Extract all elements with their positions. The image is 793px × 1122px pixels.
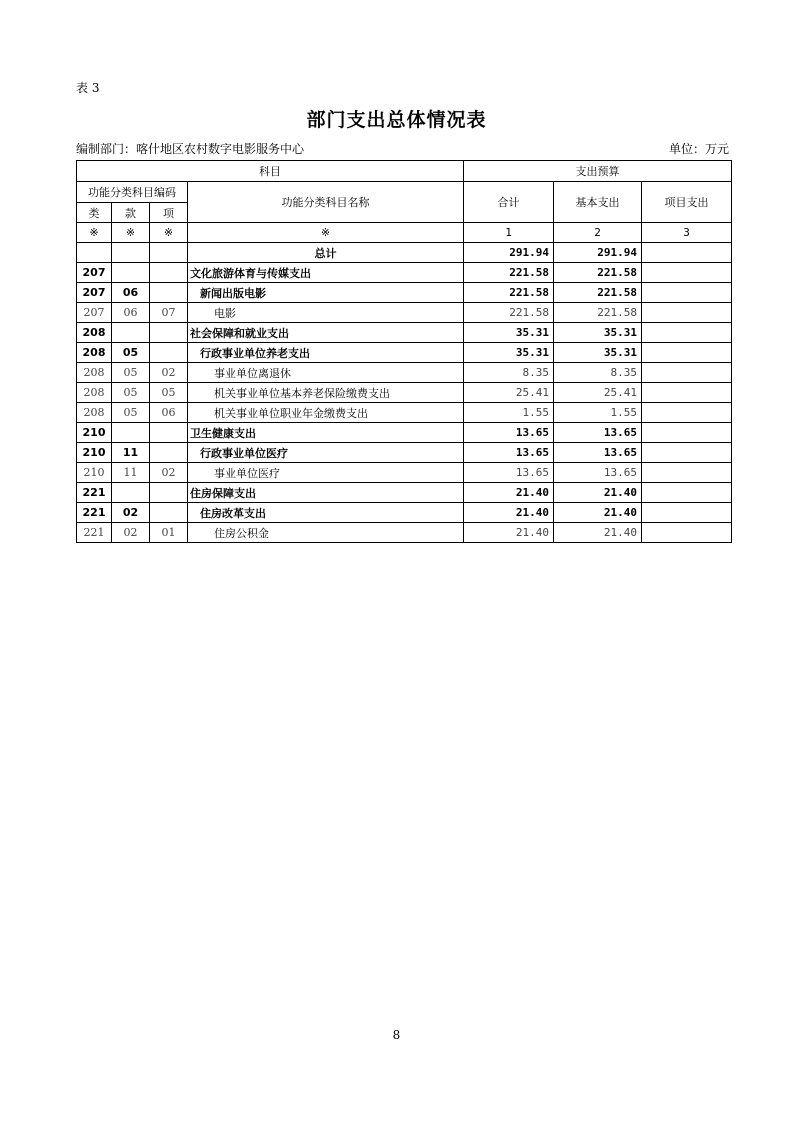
- subject-name-cell: 行政事业单位医疗: [188, 443, 464, 463]
- total-cell: 13.65: [464, 423, 554, 443]
- total-cell: 35.31: [464, 323, 554, 343]
- subject-name-cell: 机关事业单位基本养老保险缴费支出: [188, 383, 464, 403]
- table-number-label: 表 3: [76, 81, 100, 95]
- class-code-cell: 210: [77, 443, 112, 463]
- table-row: [77, 483, 732, 503]
- subject-name-cell: 行政事业单位养老支出: [188, 343, 464, 363]
- subject-name-cell: 事业单位离退休: [188, 363, 464, 383]
- currency-unit: 单位：万元: [668, 142, 729, 156]
- basic-cell: 13.65: [554, 423, 642, 443]
- project-cell: [642, 403, 732, 423]
- basic-cell: 13.65: [554, 463, 642, 483]
- header-budget: 支出预算: [464, 161, 732, 182]
- table-row: [77, 383, 732, 403]
- item-code-cell: [150, 503, 188, 523]
- class-code-cell: 207: [77, 263, 112, 283]
- table-row: [77, 323, 732, 343]
- subject-name-cell: 事业单位医疗: [188, 463, 464, 483]
- table-row: [77, 263, 732, 283]
- section-code-cell: [112, 263, 150, 283]
- subject-name-cell: 住房保障支出: [188, 483, 464, 503]
- basic-cell: 8.35: [554, 363, 642, 383]
- total-cell: 21.40: [464, 503, 554, 523]
- class-code-cell: 208: [77, 323, 112, 343]
- item-code-cell: [150, 263, 188, 283]
- column-index-2: 2: [554, 223, 642, 243]
- section-code-cell: [112, 323, 150, 343]
- project-cell: [642, 483, 732, 503]
- item-code-cell: 06: [150, 403, 188, 423]
- table-row: [77, 343, 732, 363]
- project-cell: [642, 343, 732, 363]
- section-code-cell: 05: [112, 403, 150, 423]
- total-cell: 221.58: [464, 283, 554, 303]
- item-code-cell: [150, 423, 188, 443]
- section-code-cell: 11: [112, 443, 150, 463]
- basic-cell: 21.40: [554, 503, 642, 523]
- mark-cell: ※: [112, 223, 150, 243]
- project-cell: [642, 303, 732, 323]
- total-cell: 8.35: [464, 363, 554, 383]
- basic-cell: 221.58: [554, 263, 642, 283]
- project-cell: [642, 463, 732, 483]
- subject-name-cell: 住房公积金: [188, 523, 464, 543]
- item-code-cell: [150, 243, 188, 263]
- document-title: 部门支出总体情况表: [306, 109, 487, 131]
- section-code-cell: 06: [112, 283, 150, 303]
- table-row: [77, 363, 732, 383]
- section-code-cell: 02: [112, 503, 150, 523]
- table-row: [77, 443, 732, 463]
- project-cell: [642, 523, 732, 543]
- subject-name-cell: 新闻出版电影: [188, 283, 464, 303]
- header-row-1: [77, 161, 732, 182]
- class-code-cell: 221: [77, 503, 112, 523]
- project-cell: [642, 363, 732, 383]
- basic-cell: 1.55: [554, 403, 642, 423]
- basic-cell: 25.41: [554, 383, 642, 403]
- subject-name-cell: 总计: [188, 243, 464, 263]
- total-cell: 1.55: [464, 403, 554, 423]
- item-code-cell: [150, 283, 188, 303]
- header-name: 功能分类科目名称: [188, 182, 464, 223]
- section-code-cell: [112, 483, 150, 503]
- class-code-cell: 208: [77, 343, 112, 363]
- class-code-cell: 207: [77, 283, 112, 303]
- column-index-3: 3: [642, 223, 732, 243]
- class-code-cell: 210: [77, 463, 112, 483]
- subject-name-cell: 社会保障和就业支出: [188, 323, 464, 343]
- class-code-cell: 210: [77, 423, 112, 443]
- total-cell: 291.94: [464, 243, 554, 263]
- header-row-index: [77, 223, 732, 243]
- total-cell: 13.65: [464, 443, 554, 463]
- header-row-2: [77, 182, 732, 203]
- section-code-cell: [112, 423, 150, 443]
- class-code-cell: 207: [77, 303, 112, 323]
- subject-name-cell: 文化旅游体育与传媒支出: [188, 263, 464, 283]
- basic-cell: 291.94: [554, 243, 642, 263]
- section-code-cell: [112, 243, 150, 263]
- class-code-cell: 208: [77, 383, 112, 403]
- basic-cell: 13.65: [554, 443, 642, 463]
- item-code-cell: [150, 343, 188, 363]
- project-cell: [642, 263, 732, 283]
- basic-cell: 221.58: [554, 303, 642, 323]
- item-code-cell: 02: [150, 463, 188, 483]
- project-cell: [642, 423, 732, 443]
- section-code-cell: 02: [112, 523, 150, 543]
- basic-cell: 35.31: [554, 323, 642, 343]
- class-code-cell: 221: [77, 483, 112, 503]
- class-code-cell: 208: [77, 403, 112, 423]
- section-code-cell: 05: [112, 343, 150, 363]
- page-number: 8: [392, 1028, 401, 1042]
- expenditure-table: [76, 160, 732, 543]
- item-code-cell: [150, 443, 188, 463]
- total-cell: 221.58: [464, 303, 554, 323]
- section-code-cell: 11: [112, 463, 150, 483]
- item-code-cell: [150, 323, 188, 343]
- table-row: [77, 523, 732, 543]
- item-code-cell: [150, 483, 188, 503]
- table-row: [77, 403, 732, 423]
- table-row: [77, 503, 732, 523]
- class-code-cell: [77, 243, 112, 263]
- section-code-cell: 05: [112, 363, 150, 383]
- item-code-cell: 07: [150, 303, 188, 323]
- project-cell: [642, 503, 732, 523]
- mark-cell: ※: [150, 223, 188, 243]
- basic-cell: 21.40: [554, 523, 642, 543]
- column-index-1: 1: [464, 223, 554, 243]
- table-row: [77, 423, 732, 443]
- item-code-cell: 05: [150, 383, 188, 403]
- header-basic: 基本支出: [554, 182, 642, 223]
- project-cell: [642, 443, 732, 463]
- subject-name-cell: 机关事业单位职业年金缴费支出: [188, 403, 464, 423]
- header-class: 类: [77, 203, 112, 223]
- table-row: [77, 243, 732, 263]
- total-cell: 25.41: [464, 383, 554, 403]
- section-code-cell: 05: [112, 383, 150, 403]
- table-row: [77, 283, 732, 303]
- total-cell: 21.40: [464, 523, 554, 543]
- item-code-cell: 02: [150, 363, 188, 383]
- compiling-department: 编制部门：喀什地区农村数字电影服务中心: [76, 142, 305, 156]
- project-cell: [642, 323, 732, 343]
- project-cell: [642, 243, 732, 263]
- subject-name-cell: 卫生健康支出: [188, 423, 464, 443]
- header-section: 款: [112, 203, 150, 223]
- basic-cell: 21.40: [554, 483, 642, 503]
- header-project: 项目支出: [642, 182, 732, 223]
- basic-cell: 221.58: [554, 283, 642, 303]
- header-code-group: 功能分类科目编码: [77, 182, 188, 203]
- subject-name-cell: 住房改革支出: [188, 503, 464, 523]
- project-cell: [642, 283, 732, 303]
- section-code-cell: 06: [112, 303, 150, 323]
- table-body: [77, 243, 732, 543]
- project-cell: [642, 383, 732, 403]
- subject-name-cell: 电影: [188, 303, 464, 323]
- mark-cell: ※: [188, 223, 464, 243]
- total-cell: 35.31: [464, 343, 554, 363]
- total-cell: 13.65: [464, 463, 554, 483]
- class-code-cell: 208: [77, 363, 112, 383]
- header-item: 项: [150, 203, 188, 223]
- header-subject: 科目: [77, 161, 464, 182]
- header-total: 合计: [464, 182, 554, 223]
- item-code-cell: 01: [150, 523, 188, 543]
- table-row: [77, 303, 732, 323]
- class-code-cell: 221: [77, 523, 112, 543]
- mark-cell: ※: [77, 223, 112, 243]
- basic-cell: 35.31: [554, 343, 642, 363]
- total-cell: 21.40: [464, 483, 554, 503]
- table-row: [77, 463, 732, 483]
- total-cell: 221.58: [464, 263, 554, 283]
